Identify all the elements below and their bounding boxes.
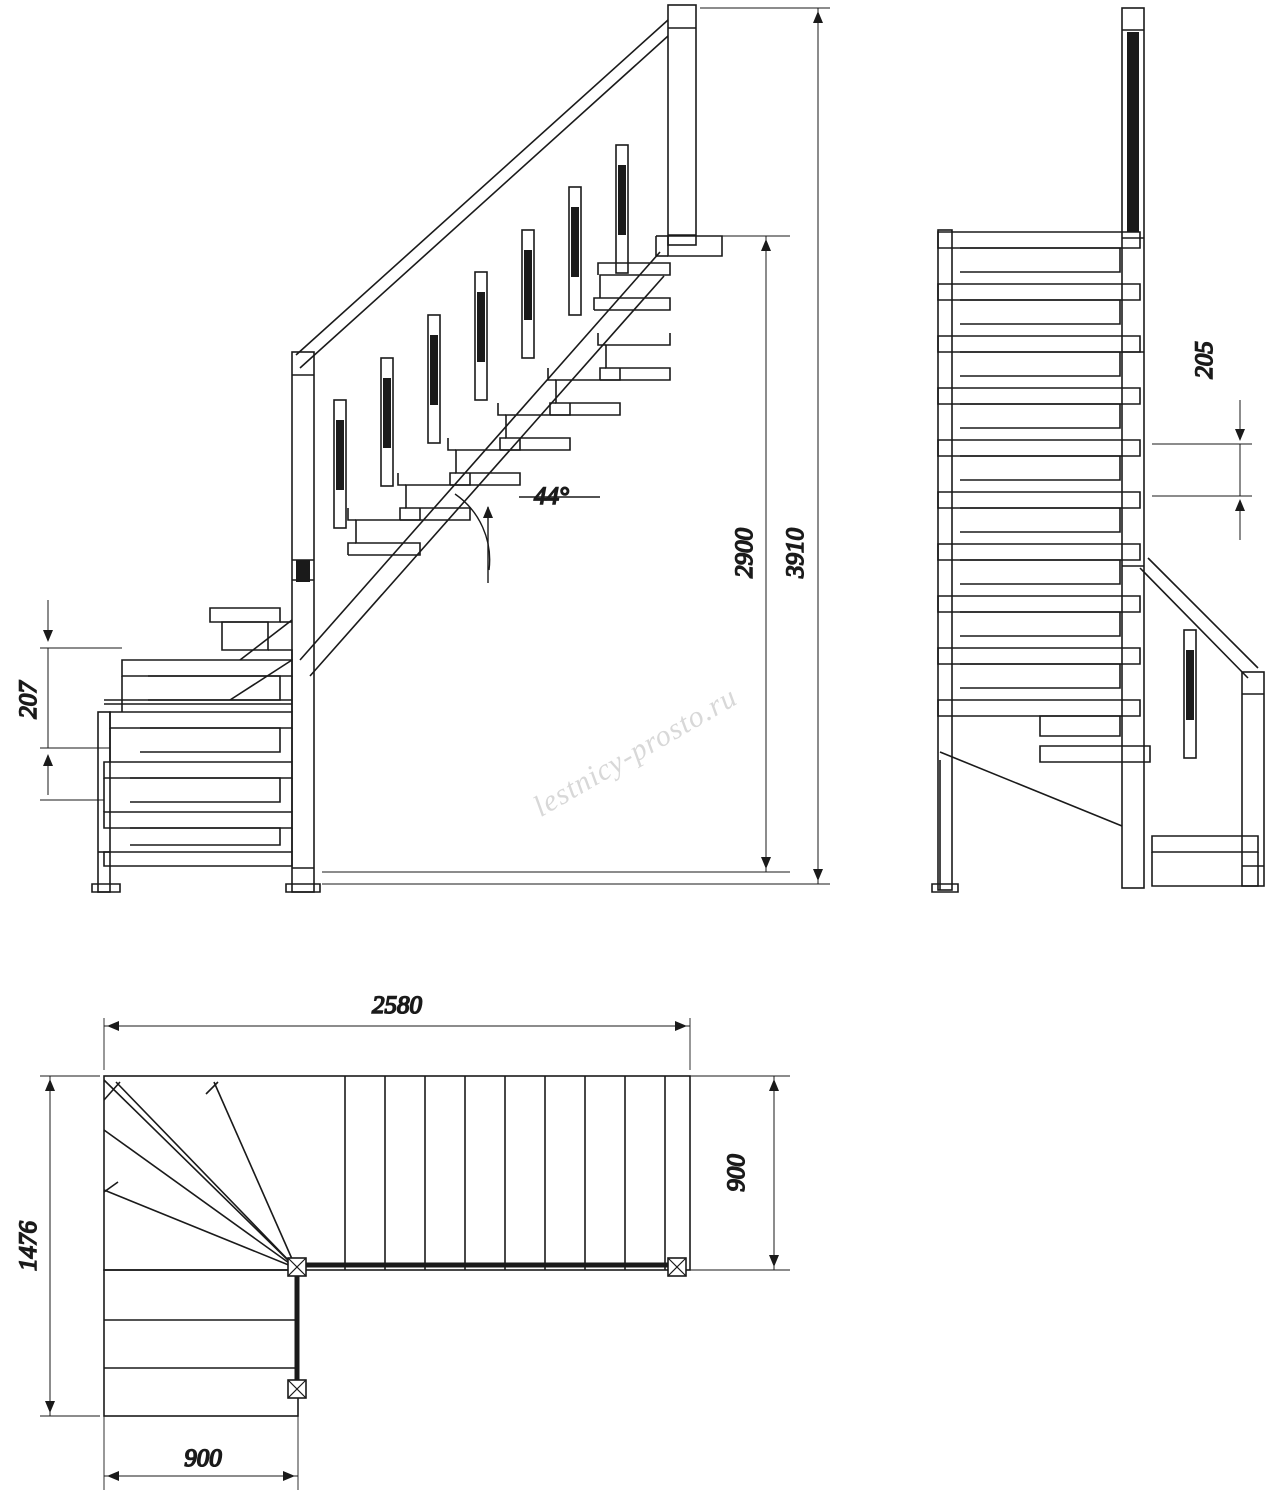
tread-1: [104, 762, 292, 778]
dim-1476: [40, 1076, 100, 1416]
angle-label: 44°: [534, 483, 569, 510]
balusters-front: [334, 145, 628, 528]
tread-2: [110, 712, 292, 728]
tread-0: [104, 812, 292, 828]
dim-1476-label: 1476: [15, 1221, 42, 1271]
angle-annotation: [455, 494, 600, 583]
side-post-inner: [1127, 32, 1139, 232]
plan-newel-posts: [288, 1258, 686, 1398]
side-support: [940, 752, 1122, 826]
tread-3: [122, 660, 292, 676]
plan-landing-outline: [104, 1270, 298, 1416]
newel-detail: [296, 560, 310, 582]
newel-post-top: [668, 5, 696, 245]
dim-3910: [322, 8, 830, 884]
plan-view: [104, 1076, 690, 1416]
post-base-2: [286, 884, 320, 892]
dim-207-label: 207: [15, 681, 42, 719]
side-handrail-2: [1148, 558, 1258, 668]
dim-2580: [104, 1018, 690, 1070]
dim-205-label: 205: [1191, 341, 1218, 379]
dim-3910-label: 3910: [782, 528, 809, 578]
dim-205: [1152, 400, 1252, 540]
riser-small: [222, 622, 268, 650]
steps-front: [348, 263, 670, 555]
dim-2900: [322, 236, 790, 872]
dim-900-width-label: 900: [723, 1154, 750, 1192]
post-base: [92, 884, 120, 892]
side-elevation-view: [932, 8, 1264, 892]
bottom-plate: [104, 852, 292, 866]
steps-lower-front: [104, 608, 292, 866]
plan-flight-outline: [104, 1076, 690, 1270]
upper-landing-edge: [668, 236, 722, 256]
dim-2900-label: 2900: [731, 528, 758, 578]
side-treads: [938, 232, 1258, 886]
tread-upper-small: [210, 608, 280, 622]
newel-post-middle: [292, 352, 314, 892]
dim-900-landing-label: 900: [184, 1445, 222, 1472]
watermark-label: lestnicy-prosto.ru: [527, 680, 743, 824]
dim-2580-label: 2580: [372, 992, 422, 1019]
side-newel-lower: [1242, 672, 1264, 886]
